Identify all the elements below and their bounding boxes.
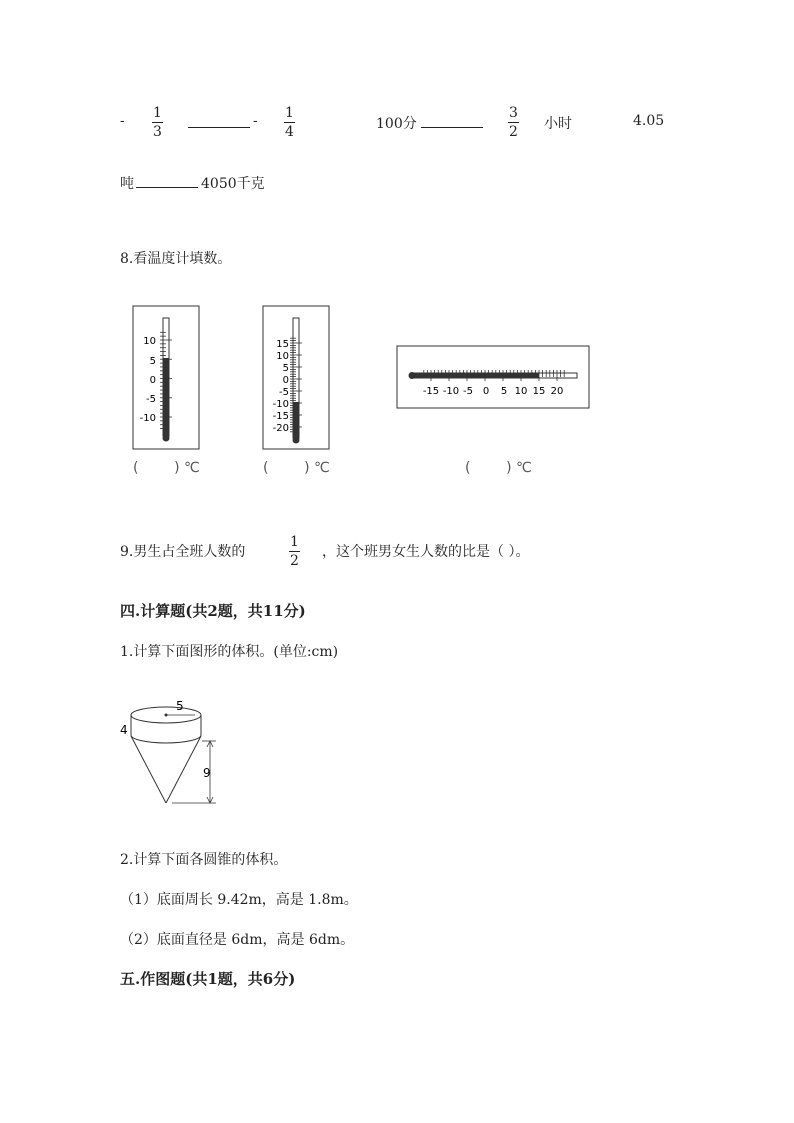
- section-4-question-2: 2.计算下面各圆锥的体积。: [120, 852, 288, 868]
- minus-sign-2: -: [253, 113, 258, 129]
- question-8-title: 8.看温度计填数。: [120, 251, 232, 267]
- fraction-1-2: [289, 534, 300, 569]
- section-4-heading: 四.计算题(共2题，共11分): [120, 602, 306, 620]
- cone-height-label: 9: [203, 766, 211, 780]
- fraction-numerator: 1: [290, 534, 299, 550]
- thermometer-1-label: -10: [139, 413, 156, 424]
- thermometer-3-label: 20: [550, 386, 564, 397]
- compare-item-3-unit: 吨: [120, 176, 134, 192]
- thermometer-2-label: 10: [276, 351, 289, 362]
- thermometer-3-label: -5: [463, 386, 473, 397]
- cylinder-cone-figure: [110, 685, 240, 810]
- thermometer-2-answer: ( ) ℃: [263, 460, 330, 476]
- thermometer-3-label: 15: [532, 386, 546, 397]
- compare-item-3-right: 4050千克: [201, 176, 265, 192]
- thermometer-2-label: -5: [279, 387, 289, 398]
- thermometer-3-label: 5: [500, 386, 508, 397]
- section-5-heading: 五.作图题(共1题，共6分): [120, 970, 296, 988]
- thermometer-3-label: 0: [482, 386, 490, 397]
- fraction-denominator: 3: [153, 124, 162, 140]
- radius-label: 5: [176, 699, 184, 713]
- thermometer-1-label: 10: [143, 336, 156, 347]
- fraction-numerator: 3: [509, 105, 518, 121]
- thermometer-1-answer: ( ) ℃: [133, 460, 200, 476]
- fraction-numerator: 1: [285, 105, 294, 121]
- thermometer-3-answer: ( ) ℃: [465, 460, 532, 476]
- thermometer-3-label: -10: [442, 386, 460, 397]
- thermometers-figure: [0, 0, 794, 500]
- thermometer-1-label: 0: [149, 375, 156, 386]
- thermometer-1-label: 5: [149, 356, 156, 367]
- question-9-prefix: 9.男生占全班人数的: [120, 544, 246, 560]
- thermometer-2-label: -20: [272, 423, 289, 434]
- section-4-question-1: 1.计算下面图形的体积。(单位:cm): [120, 644, 339, 660]
- thermometer-2-label: 5: [282, 363, 289, 374]
- compare-item-3-left: 4.05: [633, 113, 665, 129]
- thermometer-2-label: -10: [272, 399, 289, 410]
- thermometer-1-label: -5: [146, 394, 156, 405]
- thermometer-2-label: 15: [276, 339, 289, 350]
- thermometer-1: [133, 306, 199, 449]
- fraction-denominator: 4: [285, 124, 294, 140]
- thermometer-3-label: 10: [514, 386, 528, 397]
- question-2-item-2: （2）底面直径是 6dm，高是 6dm。: [120, 932, 355, 948]
- question-9-suffix: ，这个班男女生人数的比是（ ）。: [322, 544, 530, 560]
- compare-item-2-left: 100分: [376, 116, 417, 132]
- cylinder-height-label: 4: [120, 723, 128, 737]
- thermometer-3-label: -15: [422, 386, 440, 397]
- fraction-denominator: 2: [509, 124, 518, 140]
- question-2-item-1: （1）底面周长 9.42m，高是 1.8m。: [120, 892, 358, 908]
- thermometer-2-label: -15: [272, 411, 289, 422]
- fraction-denominator: 2: [290, 553, 299, 569]
- compare-item-2-right: 小时: [544, 116, 572, 132]
- thermometer-2-label: 0: [282, 375, 289, 386]
- fraction-numerator: 1: [153, 105, 162, 121]
- minus-sign-1: -: [120, 113, 125, 129]
- thermometer-2: [263, 306, 329, 449]
- thermometer-3: [397, 346, 589, 408]
